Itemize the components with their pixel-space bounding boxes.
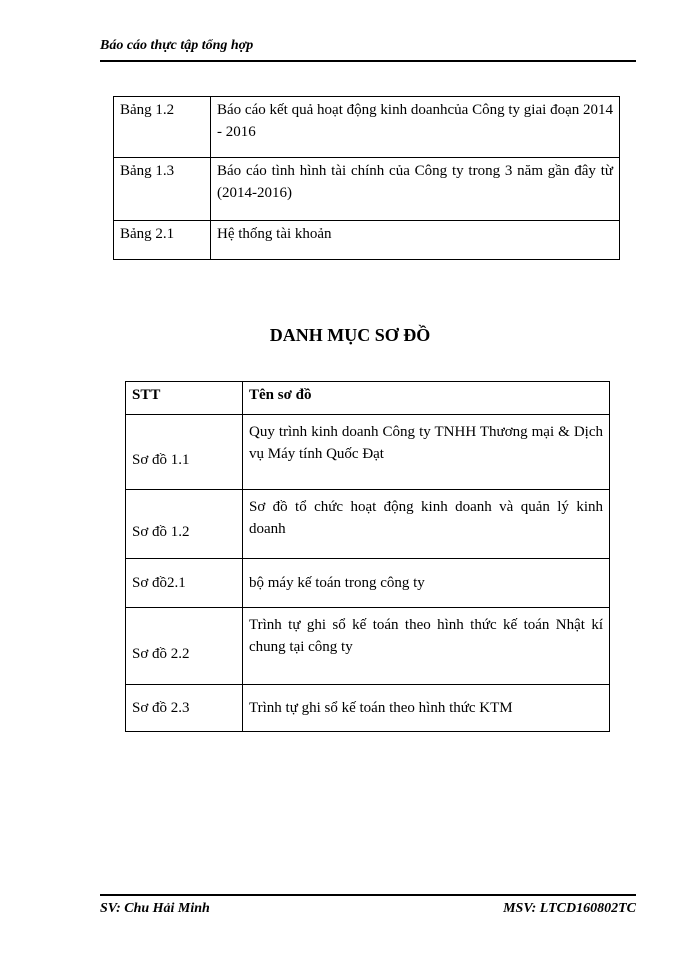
diagram-id-cell: Sơ đồ 1.2 <box>126 490 243 559</box>
diagram-name-cell: Trình tự ghi sổ kế toán theo hình thức kế toán Nhật kí chung tại công ty <box>243 608 610 685</box>
table-name-cell: Báo cáo tình hình tài chính của Công ty trong 3 năm gần đây từ (2014-2016) <box>211 158 620 221</box>
table-row <box>126 559 610 608</box>
table-name-cell: Hệ thống tài khoản <box>211 221 620 260</box>
table-name-cell: Báo cáo kết quả hoạt động kinh doanhcủa Công ty giai đoạn 2014 - 2016 <box>211 97 620 158</box>
footer-student-id: MSV: LTCD160802TC <box>503 901 636 916</box>
table-id-cell: Bảng 1.3 <box>114 158 211 221</box>
table-row <box>126 685 610 732</box>
table-row <box>114 158 620 221</box>
diagram-id-cell: Sơ đồ 1.1 <box>126 415 243 490</box>
header-title: Báo cáo thực tập tổng hợp <box>100 38 254 53</box>
table-id-cell: Bảng 1.2 <box>114 97 211 158</box>
diagram-name-cell: Quy trình kinh doanh Công ty TNHH Thương mại & Dịch vụ Máy tính Quốc Đạt <box>243 415 610 490</box>
diagram-id-cell: Sơ đồ 2.2 <box>126 608 243 685</box>
diagram-name-cell: Trình tự ghi sổ kế toán theo hình thức KTM <box>243 685 610 732</box>
diagram-name-cell: bộ máy kế toán trong công ty <box>243 559 610 608</box>
page-header <box>100 38 636 62</box>
column-header-stt: STT <box>126 382 243 415</box>
table-row <box>126 490 610 559</box>
table-row <box>126 608 610 685</box>
column-header-name: Tên sơ đồ <box>243 382 610 415</box>
tables-list-table <box>113 96 620 260</box>
table-row <box>114 97 620 158</box>
diagram-id-cell: Sơ đồ2.1 <box>126 559 243 608</box>
table-row <box>126 415 610 490</box>
page-footer <box>100 894 636 917</box>
diagram-list-table <box>125 381 610 732</box>
table-id-cell: Bảng 2.1 <box>114 221 211 260</box>
diagram-id-cell: Sơ đồ 2.3 <box>126 685 243 732</box>
footer-student-name: SV: Chu Hải Minh <box>100 901 210 916</box>
diagram-section-title: DANH MỤC SƠ ĐỒ <box>269 325 431 345</box>
table-header-row <box>126 382 610 415</box>
table-row <box>114 221 620 260</box>
diagram-name-cell: Sơ đồ tổ chức hoạt động kinh doanh và quản lý kinh doanh <box>243 490 610 559</box>
